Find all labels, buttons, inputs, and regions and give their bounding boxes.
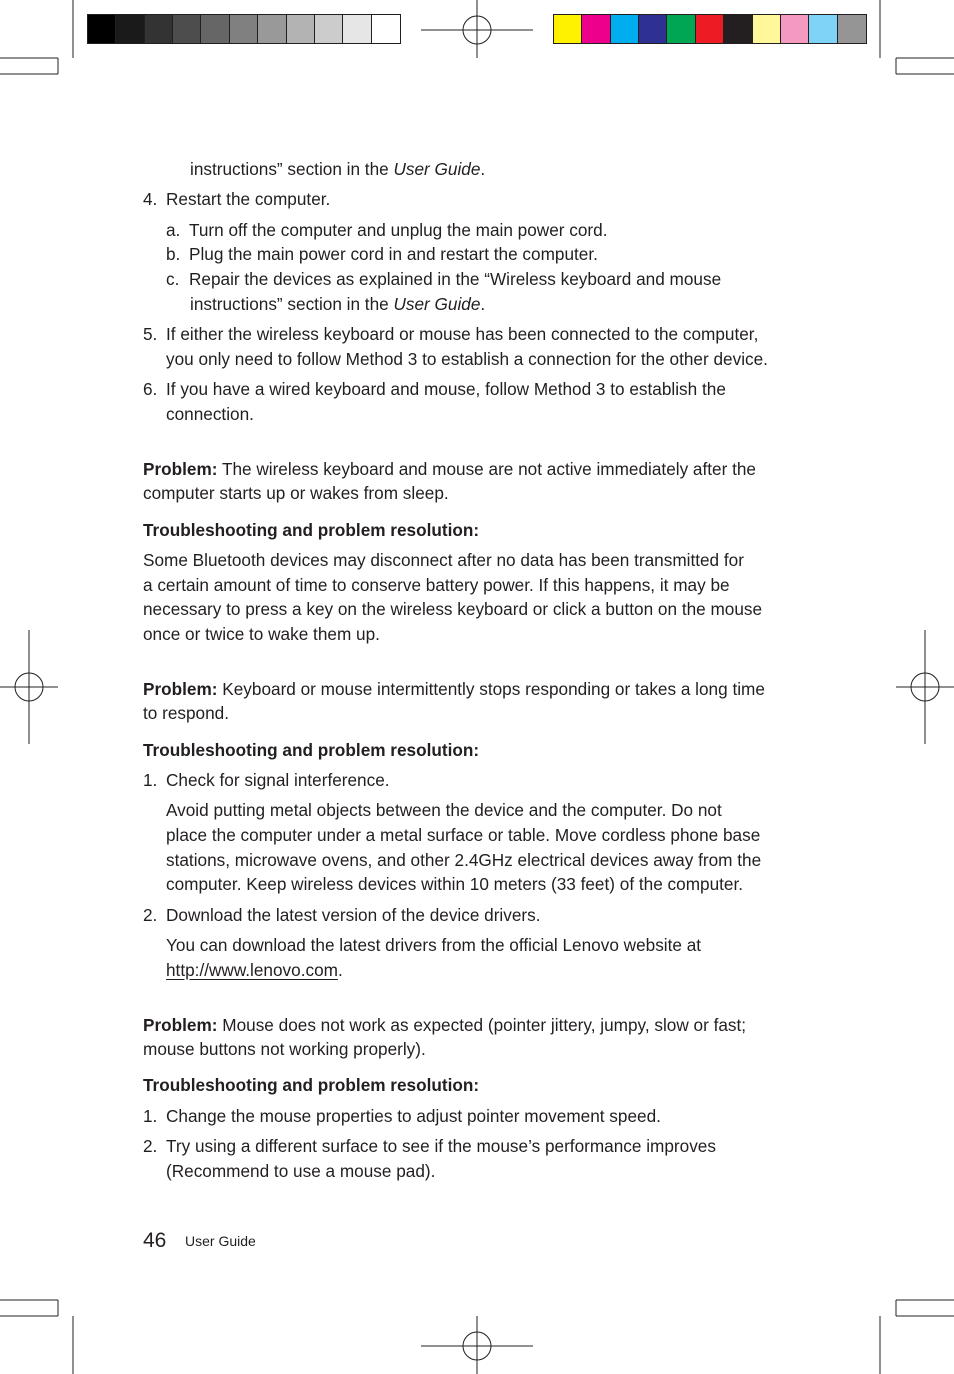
step-4-text: Restart the computer.	[166, 189, 331, 209]
problem-2-line-1: Problem: Keyboard or mouse intermittently stops responding or takes a long time	[143, 679, 765, 699]
gray-swatch	[88, 15, 116, 43]
continued-line: instructions” section in the User Guide.	[190, 159, 486, 179]
step-4c-letter: c.	[166, 269, 180, 289]
step-4c-line-2: instructions” section in the User Guide.	[190, 294, 486, 314]
problem-1-line-1: Problem: The wireless keyboard and mouse are not active immediately after the	[143, 459, 756, 479]
p2-step-2-number: 2.	[143, 905, 158, 925]
p2-step-2-body-line-2: http://www.lenovo.com.	[166, 960, 343, 980]
problem-3-line-2: mouse buttons not working properly).	[143, 1039, 426, 1059]
p2-step-1-text: Check for signal interference.	[166, 770, 390, 790]
problem-3-heading: Troubleshooting and problem resolution:	[143, 1075, 480, 1095]
problem-1-body-line-1: Some Bluetooth devices may disconnect after no data has been transmitted for	[143, 550, 744, 570]
step-6-line-1: If you have a wired keyboard and mouse, follow Method 3 to establish the	[166, 379, 726, 399]
problem-label: Problem:	[143, 1015, 218, 1035]
problem-1-body-line-3: necessary to press a key on the wireless keyboard or click a button on the mouse	[143, 599, 763, 619]
gray-swatch	[343, 15, 371, 43]
step-6-number: 6.	[143, 379, 158, 399]
step-5-line-2: you only need to follow Method 3 to establish a connection for the other device.	[166, 349, 768, 369]
problem-label: Problem:	[143, 679, 218, 699]
gray-swatch	[230, 15, 258, 43]
problem-1-heading: Troubleshooting and problem resolution:	[143, 520, 480, 540]
p2-step-1-number: 1.	[143, 770, 158, 790]
p2-step-1-body-line-1: Avoid putting metal objects between the device and the computer. Do not	[166, 800, 722, 820]
gray-swatch	[287, 15, 315, 43]
gray-swatch	[173, 15, 201, 43]
step-4a-letter: a.	[166, 220, 181, 240]
registration-mark-top	[421, 0, 533, 58]
gray-swatch	[315, 15, 343, 43]
gray-swatch	[201, 15, 229, 43]
color-swatch	[781, 15, 809, 43]
color-swatch	[753, 15, 781, 43]
color-swatch	[639, 15, 667, 43]
p3-step-2-number: 2.	[143, 1136, 158, 1156]
color-swatch	[724, 15, 752, 43]
color-swatch	[696, 15, 724, 43]
step-5-number: 5.	[143, 324, 158, 344]
step-4-number: 4.	[143, 189, 158, 209]
step-4c-line-1: Repair the devices as explained in the “Wireless keyboard and mouse	[189, 269, 722, 289]
registration-mark-left	[0, 630, 58, 744]
p3-step-2-line-1: Try using a different surface to see if the mouse’s performance improves	[166, 1136, 716, 1156]
problem-2-heading: Troubleshooting and problem resolution:	[143, 740, 480, 760]
problem-1-body-line-2: a certain amount of time to conserve battery power. If this happens, it may be	[143, 575, 730, 595]
problem-label: Problem:	[143, 459, 218, 479]
problem-1-body-line-4: once or twice to wake them up.	[143, 624, 380, 644]
page-number: 46	[143, 1229, 167, 1252]
color-swatch	[838, 15, 866, 43]
p3-step-2-line-2: (Recommend to use a mouse pad).	[166, 1161, 436, 1181]
gray-swatch	[116, 15, 144, 43]
color-swatch	[667, 15, 695, 43]
p2-step-1-body-line-4: computer. Keep wireless devices within 10 meters (33 feet) of the computer.	[166, 874, 744, 894]
step-4a-text: Turn off the computer and unplug the main power cord.	[189, 220, 608, 240]
color-swatch	[582, 15, 610, 43]
registration-mark-bottom	[421, 1316, 533, 1374]
color-calibration-bar	[553, 14, 867, 44]
step-4b-letter: b.	[166, 244, 181, 264]
gray-swatch	[145, 15, 173, 43]
grayscale-calibration-bar	[87, 14, 401, 44]
p2-step-1-body-line-2: place the computer under a metal surface or table. Move cordless phone base	[166, 825, 761, 845]
p3-step-1-number: 1.	[143, 1106, 158, 1126]
color-swatch	[611, 15, 639, 43]
p2-step-2-text: Download the latest version of the device drivers.	[166, 905, 541, 925]
p3-step-1-text: Change the mouse properties to adjust pointer movement speed.	[166, 1106, 661, 1126]
step-4b-text: Plug the main power cord in and restart the computer.	[189, 244, 598, 264]
p2-step-1-body-line-3: stations, microwave ovens, and other 2.4GHz electrical devices away from the	[166, 850, 762, 870]
color-swatch	[809, 15, 837, 43]
footer-label: User Guide	[185, 1233, 256, 1249]
gray-swatch	[258, 15, 286, 43]
step-5-line-1: If either the wireless keyboard or mouse has been connected to the computer,	[166, 324, 759, 344]
step-6-line-2: connection.	[166, 404, 254, 424]
problem-2-line-2: to respond.	[143, 703, 229, 723]
registration-mark-right	[896, 630, 954, 744]
p2-step-2-body-line-1: You can download the latest drivers from the official Lenovo website at	[166, 935, 702, 955]
lenovo-website-link[interactable]: http://www.lenovo.com	[166, 960, 338, 980]
problem-3-line-1: Problem: Mouse does not work as expected (pointer jittery, jumpy, slow or fast;	[143, 1015, 747, 1035]
gray-swatch	[372, 15, 400, 43]
color-swatch	[554, 15, 582, 43]
problem-1-line-2: computer starts up or wakes from sleep.	[143, 483, 449, 503]
